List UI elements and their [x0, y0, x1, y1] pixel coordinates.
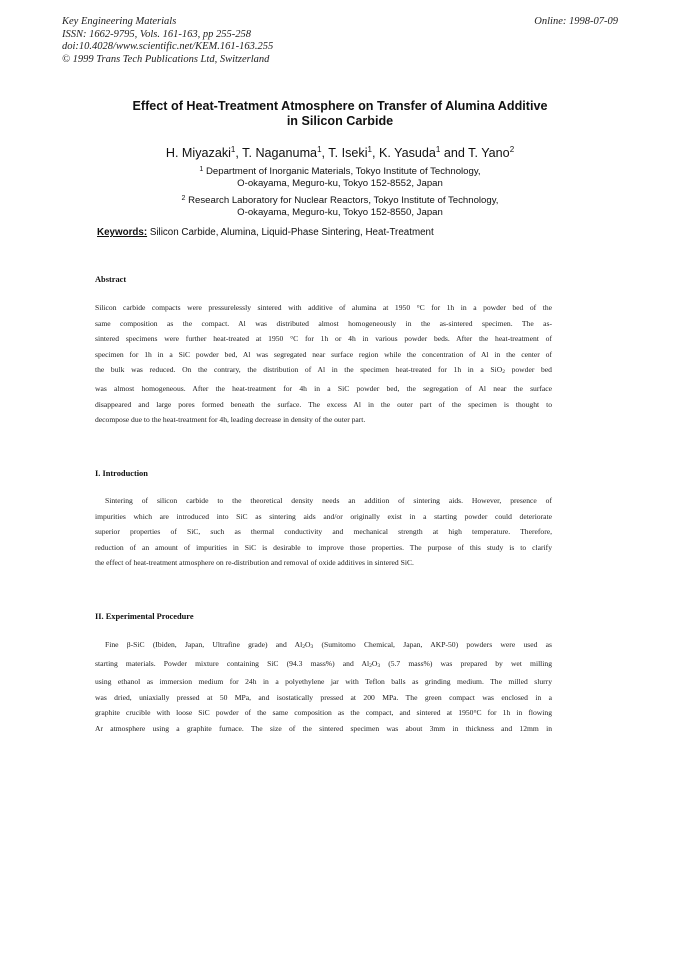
- author-3-affil: 1: [367, 145, 372, 154]
- author-2-affil: 1: [317, 145, 322, 154]
- abstract-line: sintered specimens were further heat-treated at 1950 °C for 1h or 4h in various powder beds. After the heat-treatment of: [95, 334, 552, 344]
- abstract-line: decompose due to the heat-treatment for 4h, leading decrease in density of the outer part.: [95, 415, 366, 425]
- abstract-line-5-text: the bulk was reduced. On the contrary, the distribution of Al in the specimen heat-treated for 1h in a SiO: [95, 365, 503, 375]
- sio2-subscript: 2: [502, 369, 505, 376]
- abstract-line-5-tail: powder bed: [504, 365, 552, 375]
- experimental-line-1: [95, 637, 552, 656]
- intro-line: superior properties of SiC, such as thermal conductivity and mechanical strength at high temperature. Therefore,: [95, 527, 552, 537]
- experimental-line-1-c: (Sumitomo Chemical, Japan, AKP-50) powders were used as: [313, 640, 552, 649]
- author-2: T. Naganuma: [242, 146, 318, 160]
- al2o3-subscript-2: 2: [369, 662, 372, 669]
- experimental-line-2: [95, 656, 552, 675]
- author-3: T. Iseki: [328, 146, 368, 160]
- abstract-line: was almost homogeneous. After the heat-treatment for 4h in a SiC powder bed, the segregation of Al near the surface: [95, 383, 552, 393]
- title-line-2: in Silicon Carbide: [286, 114, 394, 128]
- affiliation-2-line-1: Research Laboratory for Nuclear Reactors, Tokyo Institute of Technology,: [188, 195, 499, 206]
- author-1-affil: 1: [230, 145, 236, 154]
- introduction-heading: I. Introduction: [95, 469, 148, 478]
- intro-line: impurities which are introduced into SiC as sintering aids and/or originally exist in a starting powder could deteriorate: [95, 511, 552, 521]
- issn-line: ISSN: 1662-9795, Vols. 161-163, pp 255-258: [62, 28, 251, 40]
- experimental-line-1-a: Fine β-SiC (Ibiden, Japan, Ultrafine grade) and Al: [105, 640, 303, 649]
- abstract-line-5: [95, 362, 552, 381]
- affiliation-1-number: 1: [199, 166, 204, 173]
- keywords-label: Keywords:: [97, 227, 148, 238]
- experimental-line-2-b: O: [371, 658, 378, 668]
- abstract-line: same composition as the compact. Al was distributed almost homogeneously in the as-sintered specimen. The as-: [95, 318, 552, 328]
- experimental-line: Ar atmosphere using a graphite furnace. The size of the sintered specimen was about 3mm in thickness and 12mm in: [95, 723, 552, 733]
- abstract-body: [95, 300, 552, 428]
- copyright-line: © 1999 Trans Tech Publications Ltd, Switzerland: [62, 53, 270, 65]
- journal-name: Key Engineering Materials: [62, 16, 177, 27]
- experimental-line-2-c: (5.7 mass%) was prepared by wet milling: [380, 658, 552, 668]
- experimental-line-2-a: starting materials. Powder mixture containing SiC (94.3 mass%) and Al: [95, 658, 370, 668]
- experimental-line: graphite crucible with loose SiC powder of the same composition as the compact, and sintered at 1950°C for 1h in flowing: [95, 708, 552, 718]
- author-5: and T. Yano: [443, 146, 510, 160]
- introduction-body: [95, 493, 552, 571]
- doi-link[interactable]: doi:10.4028/www.scientific.net/KEM.161-163.255: [62, 41, 274, 52]
- experimental-line: was dried, uniaxially pressed at 50 MPa, and isostatically pressed at 200 MPa. The green compact was enclosed in a: [95, 692, 552, 702]
- affiliation-2-line-2: O-okayama, Meguro-ku, Tokyo 152-8550, Japan: [237, 207, 443, 218]
- experimental-heading: II. Experimental Procedure: [95, 612, 194, 621]
- author-separator: ,: [235, 146, 243, 160]
- affiliation-1: [60, 164, 620, 190]
- author-list: [60, 142, 620, 161]
- intro-line: reduction of an amount of impurities in SiC is desirable to improve those properties. The purpose of this study is to clarify: [95, 542, 552, 552]
- journal-header: [62, 16, 616, 66]
- author-separator: ,: [371, 146, 379, 160]
- abstract-line: specimen for 1h in a SiC powder bed, Al was segregated near surface region while the concentration of Al in the center of: [95, 349, 552, 359]
- abstract-line: disappeared and large pores formed beneath the surface. The excess Al in the outer part of the specimen is thought to: [95, 399, 552, 409]
- experimental-line-1-b: O: [304, 640, 311, 649]
- affiliation-2: [60, 193, 620, 219]
- abstract-line: Silicon carbide compacts were pressurelessly sintered with additive of alumina at 1950 °C for 1h in a powder bed of the: [95, 303, 552, 312]
- al2o3-subscript-3: 3: [310, 644, 314, 650]
- paper-title: [60, 99, 620, 129]
- al2o3-subscript-3: 3: [377, 662, 381, 669]
- author-4: K. Yasuda: [378, 146, 436, 160]
- affiliation-1-line-2: O-okayama, Meguro-ku, Tokyo 152-8552, Japan: [237, 178, 443, 189]
- affiliation-1-line-1: Department of Inorganic Materials, Tokyo Institute of Technology,: [205, 166, 481, 177]
- experimental-line: using ethanol as immersion medium for 24h in a polyethylene jar with Teflon balls as grinding medium. The milled slurry: [95, 677, 552, 687]
- keywords-text: Silicon Carbide, Alumina, Liquid-Phase Sintering, Heat-Treatment: [149, 227, 434, 238]
- author-separator: ,: [321, 146, 329, 160]
- al2o3-subscript-2: 2: [302, 644, 305, 650]
- abstract-heading: Abstract: [95, 275, 127, 284]
- author-5-affil: 2: [509, 145, 515, 154]
- author-1: H. Miyazaki: [165, 146, 231, 160]
- intro-line: Sintering of silicon carbide to the theoretical density needs an addition of sintering aids. However, presence of: [105, 496, 552, 505]
- keywords: [97, 227, 597, 239]
- online-date: Online: 1998-07-09: [534, 16, 618, 27]
- author-4-affil: 1: [435, 145, 441, 154]
- intro-line: the effect of heat-treatment atmosphere on re-distribution and removal of oxide additives in sintered SiC.: [95, 558, 414, 568]
- affiliation-2-number: 2: [181, 195, 186, 202]
- title-line-1: Effect of Heat-Treatment Atmosphere on Transfer of Alumina Additive: [132, 99, 548, 113]
- experimental-body: [95, 637, 552, 737]
